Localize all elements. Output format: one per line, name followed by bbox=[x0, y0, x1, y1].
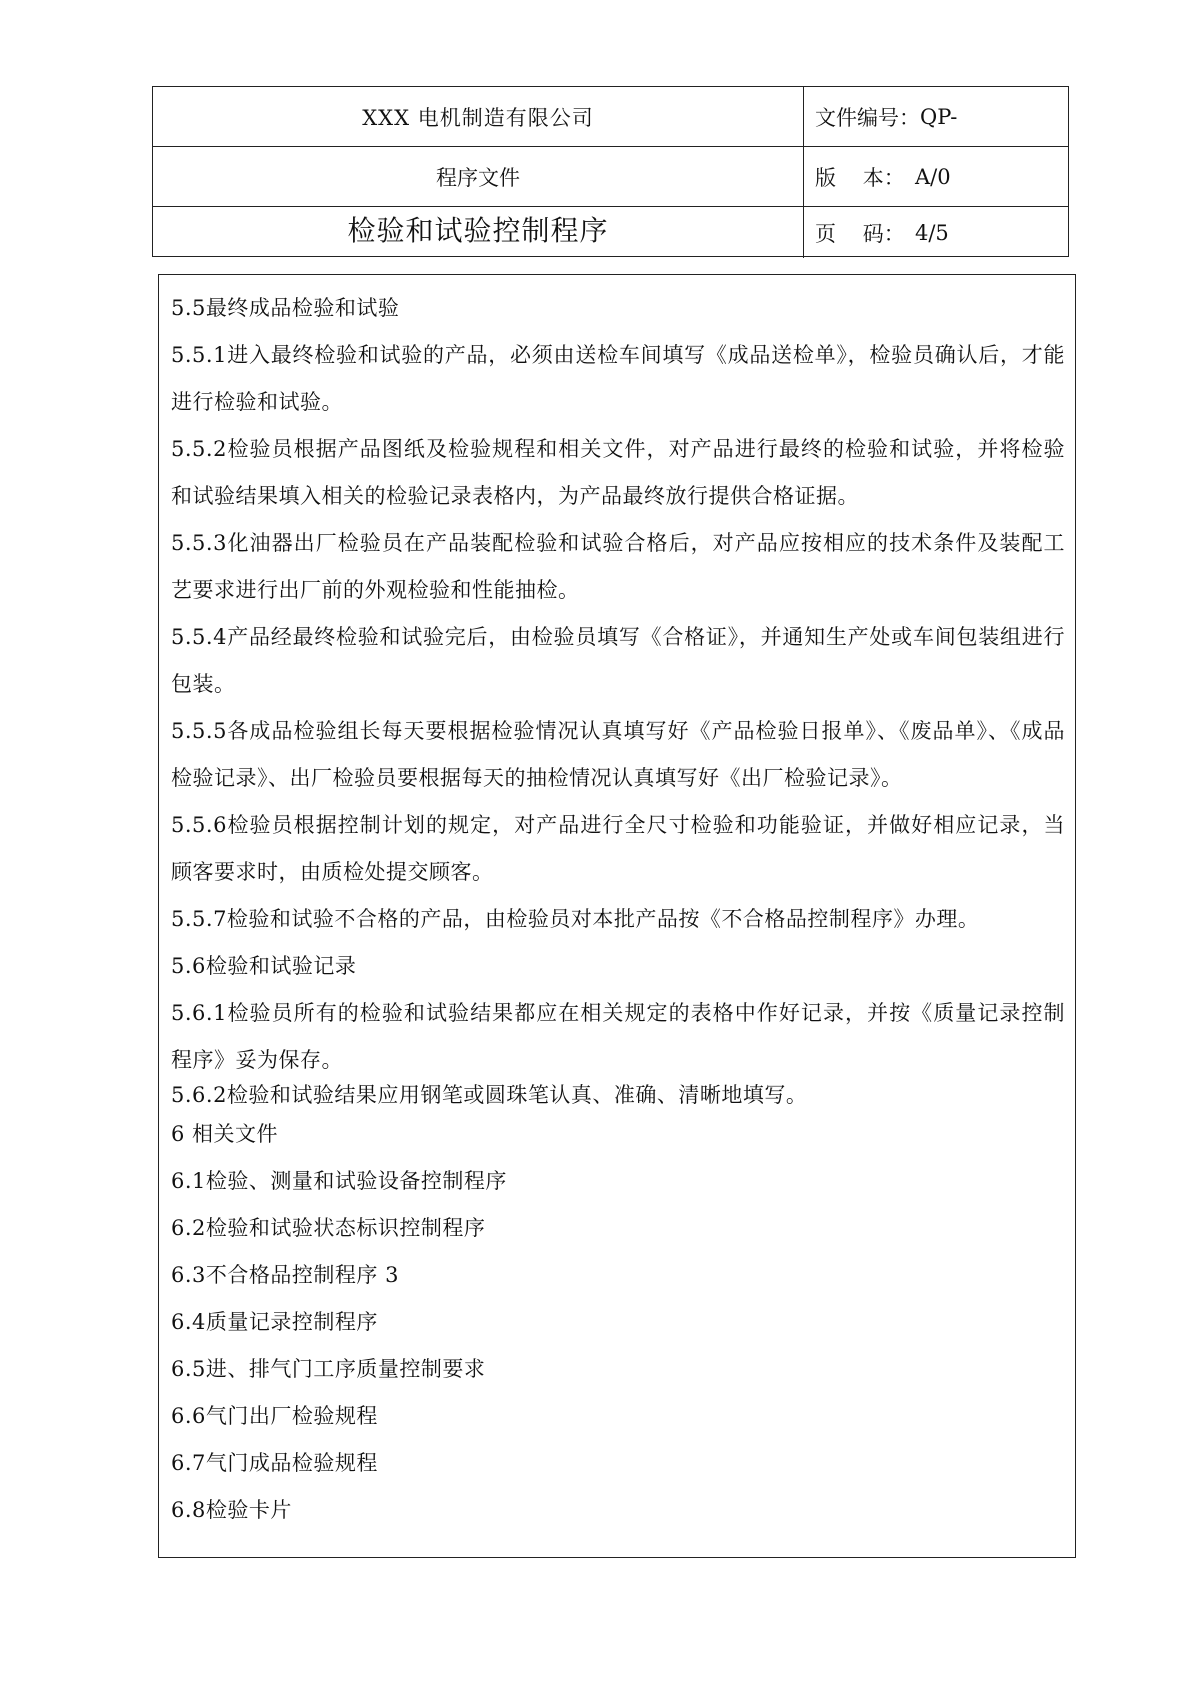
reference-6-4: 6.4质量记录控制程序 bbox=[171, 1310, 378, 1334]
company-name: XXX 电机制造有限公司 bbox=[362, 105, 594, 130]
header-row-title bbox=[153, 207, 1068, 258]
paragraph-5-5-1: 5.5.1进入最终检验和试验的产品，必须由送检车间填写《成品送检单》，检验员确认后，才能进行检验和试验。 bbox=[171, 343, 1065, 414]
page-value: 4/5 bbox=[915, 220, 949, 245]
paragraph-5-5-2: 5.5.2检验员根据产品图纸及检验规程和相关文件，对产品进行最终的检验和试验，并将检验和试验结果填入相关的检验记录表格内，为产品最终放行提供合格证据。 bbox=[171, 437, 1065, 508]
doc-title: 检验和试验控制程序 bbox=[347, 213, 609, 247]
company-cell bbox=[153, 87, 804, 146]
paragraph-5-6-1: 5.6.1检验员所有的检验和试验结果都应在相关规定的表格中作好记录，并按《质量记录控制程序》妥为保存。 bbox=[171, 1001, 1065, 1072]
header-row-company bbox=[153, 87, 1068, 147]
reference-6-6: 6.6气门出厂检验规程 bbox=[171, 1404, 378, 1428]
paragraph-5-5-6: 5.5.6检验员根据控制计划的规定，对产品进行全尺寸检验和功能验证，并做好相应记录，当顾客要求时，由质检处提交顾客。 bbox=[171, 813, 1065, 884]
paragraph-5-6-2: 5.6.2检验和试验结果应用钢笔或圆珠笔认真、准确、清晰地填写。 bbox=[171, 1083, 808, 1107]
doc-number-value: QP- bbox=[920, 104, 958, 129]
reference-6-5: 6.5进、排气门工序质量控制要求 bbox=[171, 1357, 486, 1381]
reference-6-2: 6.2检验和试验状态标识控制程序 bbox=[171, 1216, 486, 1240]
page-label: 页 码： bbox=[815, 221, 905, 246]
reference-6-1: 6.1检验、测量和试验设备控制程序 bbox=[171, 1169, 507, 1193]
reference-6-7: 6.7气门成品检验规程 bbox=[171, 1451, 378, 1475]
section-5-5-heading: 5.5最终成品检验和试验 bbox=[171, 296, 400, 320]
paragraph-5-5-5: 5.5.5各成品检验组长每天要根据检验情况认真填写好《产品检验日报单》、《废品单》、《成品检验记录》、出厂检验员要根据每天的抽检情况认真填写好《出厂检验记录》。 bbox=[171, 719, 1065, 790]
doc-type: 程序文件 bbox=[436, 165, 520, 190]
reference-6-3: 6.3不合格品控制程序 3 bbox=[171, 1263, 399, 1287]
section-6-heading: 6 相关文件 bbox=[171, 1122, 279, 1146]
doc-number-label: 文件编号： bbox=[815, 105, 920, 130]
version-cell bbox=[804, 147, 1068, 206]
content-box bbox=[158, 274, 1076, 1558]
section-5-6-heading: 5.6检验和试验记录 bbox=[171, 954, 357, 978]
doc-number-cell bbox=[804, 87, 1068, 146]
version-label: 版 本： bbox=[815, 165, 905, 190]
header-row-doctype bbox=[153, 147, 1068, 207]
doc-type-cell bbox=[153, 147, 804, 206]
version-value: A/0 bbox=[915, 164, 951, 189]
reference-6-8: 6.8检验卡片 bbox=[171, 1498, 292, 1522]
paragraph-5-5-7: 5.5.7检验和试验不合格的产品，由检验员对本批产品按《不合格品控制程序》办理。 bbox=[171, 907, 980, 931]
paragraph-5-5-4: 5.5.4产品经最终检验和试验完后，由检验员填写《合格证》，并通知生产处或车间包装组进行包装。 bbox=[171, 625, 1065, 696]
page-cell bbox=[804, 207, 1068, 258]
doc-title-cell bbox=[153, 207, 804, 258]
paragraph-5-5-3: 5.5.3化油器出厂检验员在产品装配检验和试验合格后，对产品应按相应的技术条件及装配工艺要求进行出厂前的外观检验和性能抽检。 bbox=[171, 531, 1065, 602]
document-header-table bbox=[152, 86, 1069, 257]
